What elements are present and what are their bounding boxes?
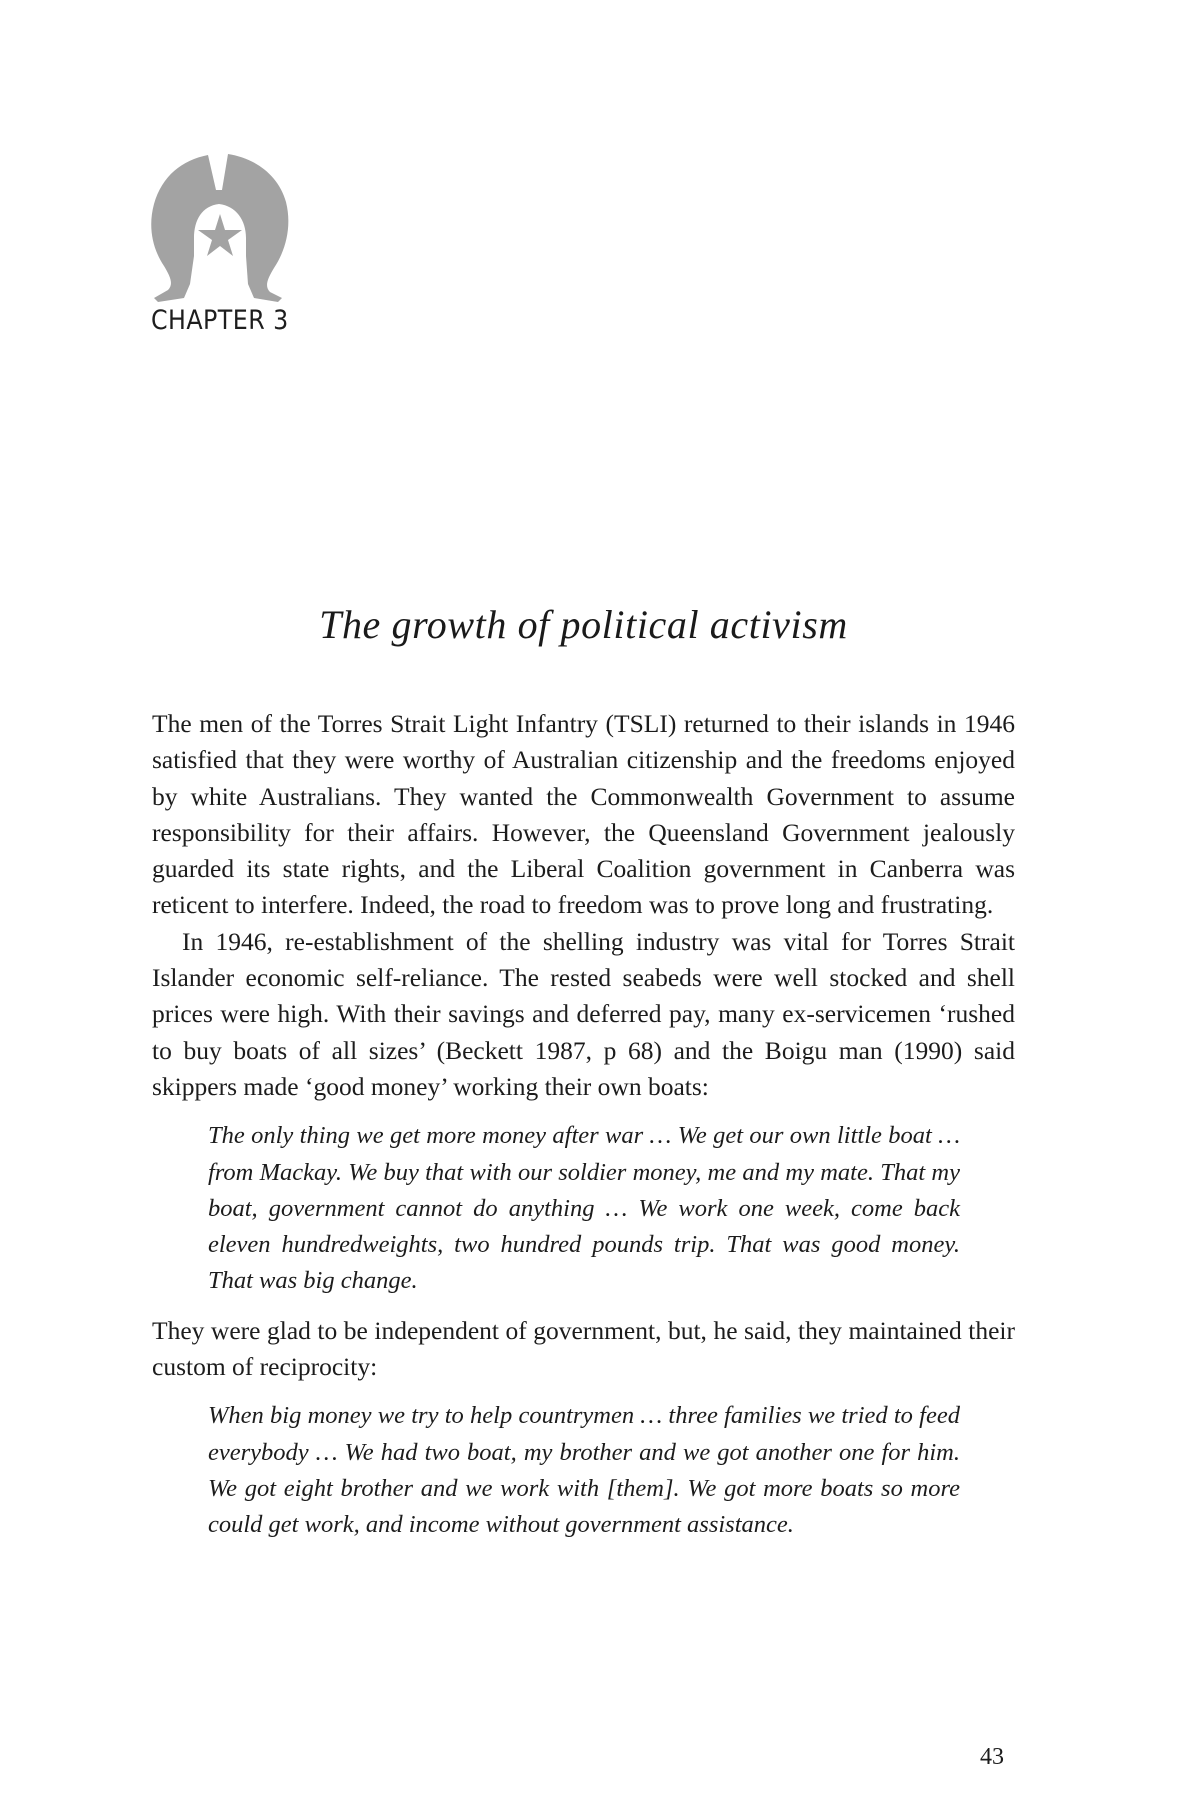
page-number: 43 — [980, 1744, 1004, 1770]
block-quote: When big money we try to help countrymen … three families we tried to feed everybody … We had two boat, my brother and we got another one for him. We got eight brother and we work with [them]. We got more boats so more could get work, and income without government assistance. — [208, 1402, 960, 1539]
paragraph: The men of the Torres Strait Light Infantry (TSLI) returned to their islands in 1946 satisfied that they were worthy of Australian citizenship and the freedoms enjoyed by white Australians. They wanted the Commonwealth Government to assume responsibility for their affairs. However, the Queensland Government jealously guarded its state rights, and the Liberal Coalition government in Canberra was reticent to interfere. Indeed, the road to freedom was to prove long and frustrating. — [152, 709, 1015, 920]
chapter-emblem — [146, 152, 294, 304]
chapter-title: The growth of political activism — [319, 602, 848, 647]
paragraph: They were glad to be independent of government, but, he said, they maintained their custom of reciprocity: — [152, 1315, 1015, 1382]
chapter-label: CHAPTER 3 — [151, 305, 289, 336]
torres-strait-emblem-icon — [146, 152, 294, 304]
block-quote: The only thing we get more money after war … We get our own little boat … from Mackay. We buy that with our soldier money, me and my mate. That my boat, government cannot do anything … We work one week, come back eleven hundredweights, two hundred pounds trip. That was good money. That was big change. — [208, 1122, 960, 1295]
chapter-body — [152, 706, 1015, 1557]
paragraph: In 1946, re-establishment of the shelling industry was vital for Torres Strait Islander economic self-reliance. The rested seabeds were well stocked and shell prices were high. With their savings and deferred pay, many ex-servicemen ‘rushed to buy boats of all sizes’ (Beckett 1987, p 68) and the Boigu man (1990) said skippers made ‘good money’ working their own boats: — [152, 926, 1015, 1101]
